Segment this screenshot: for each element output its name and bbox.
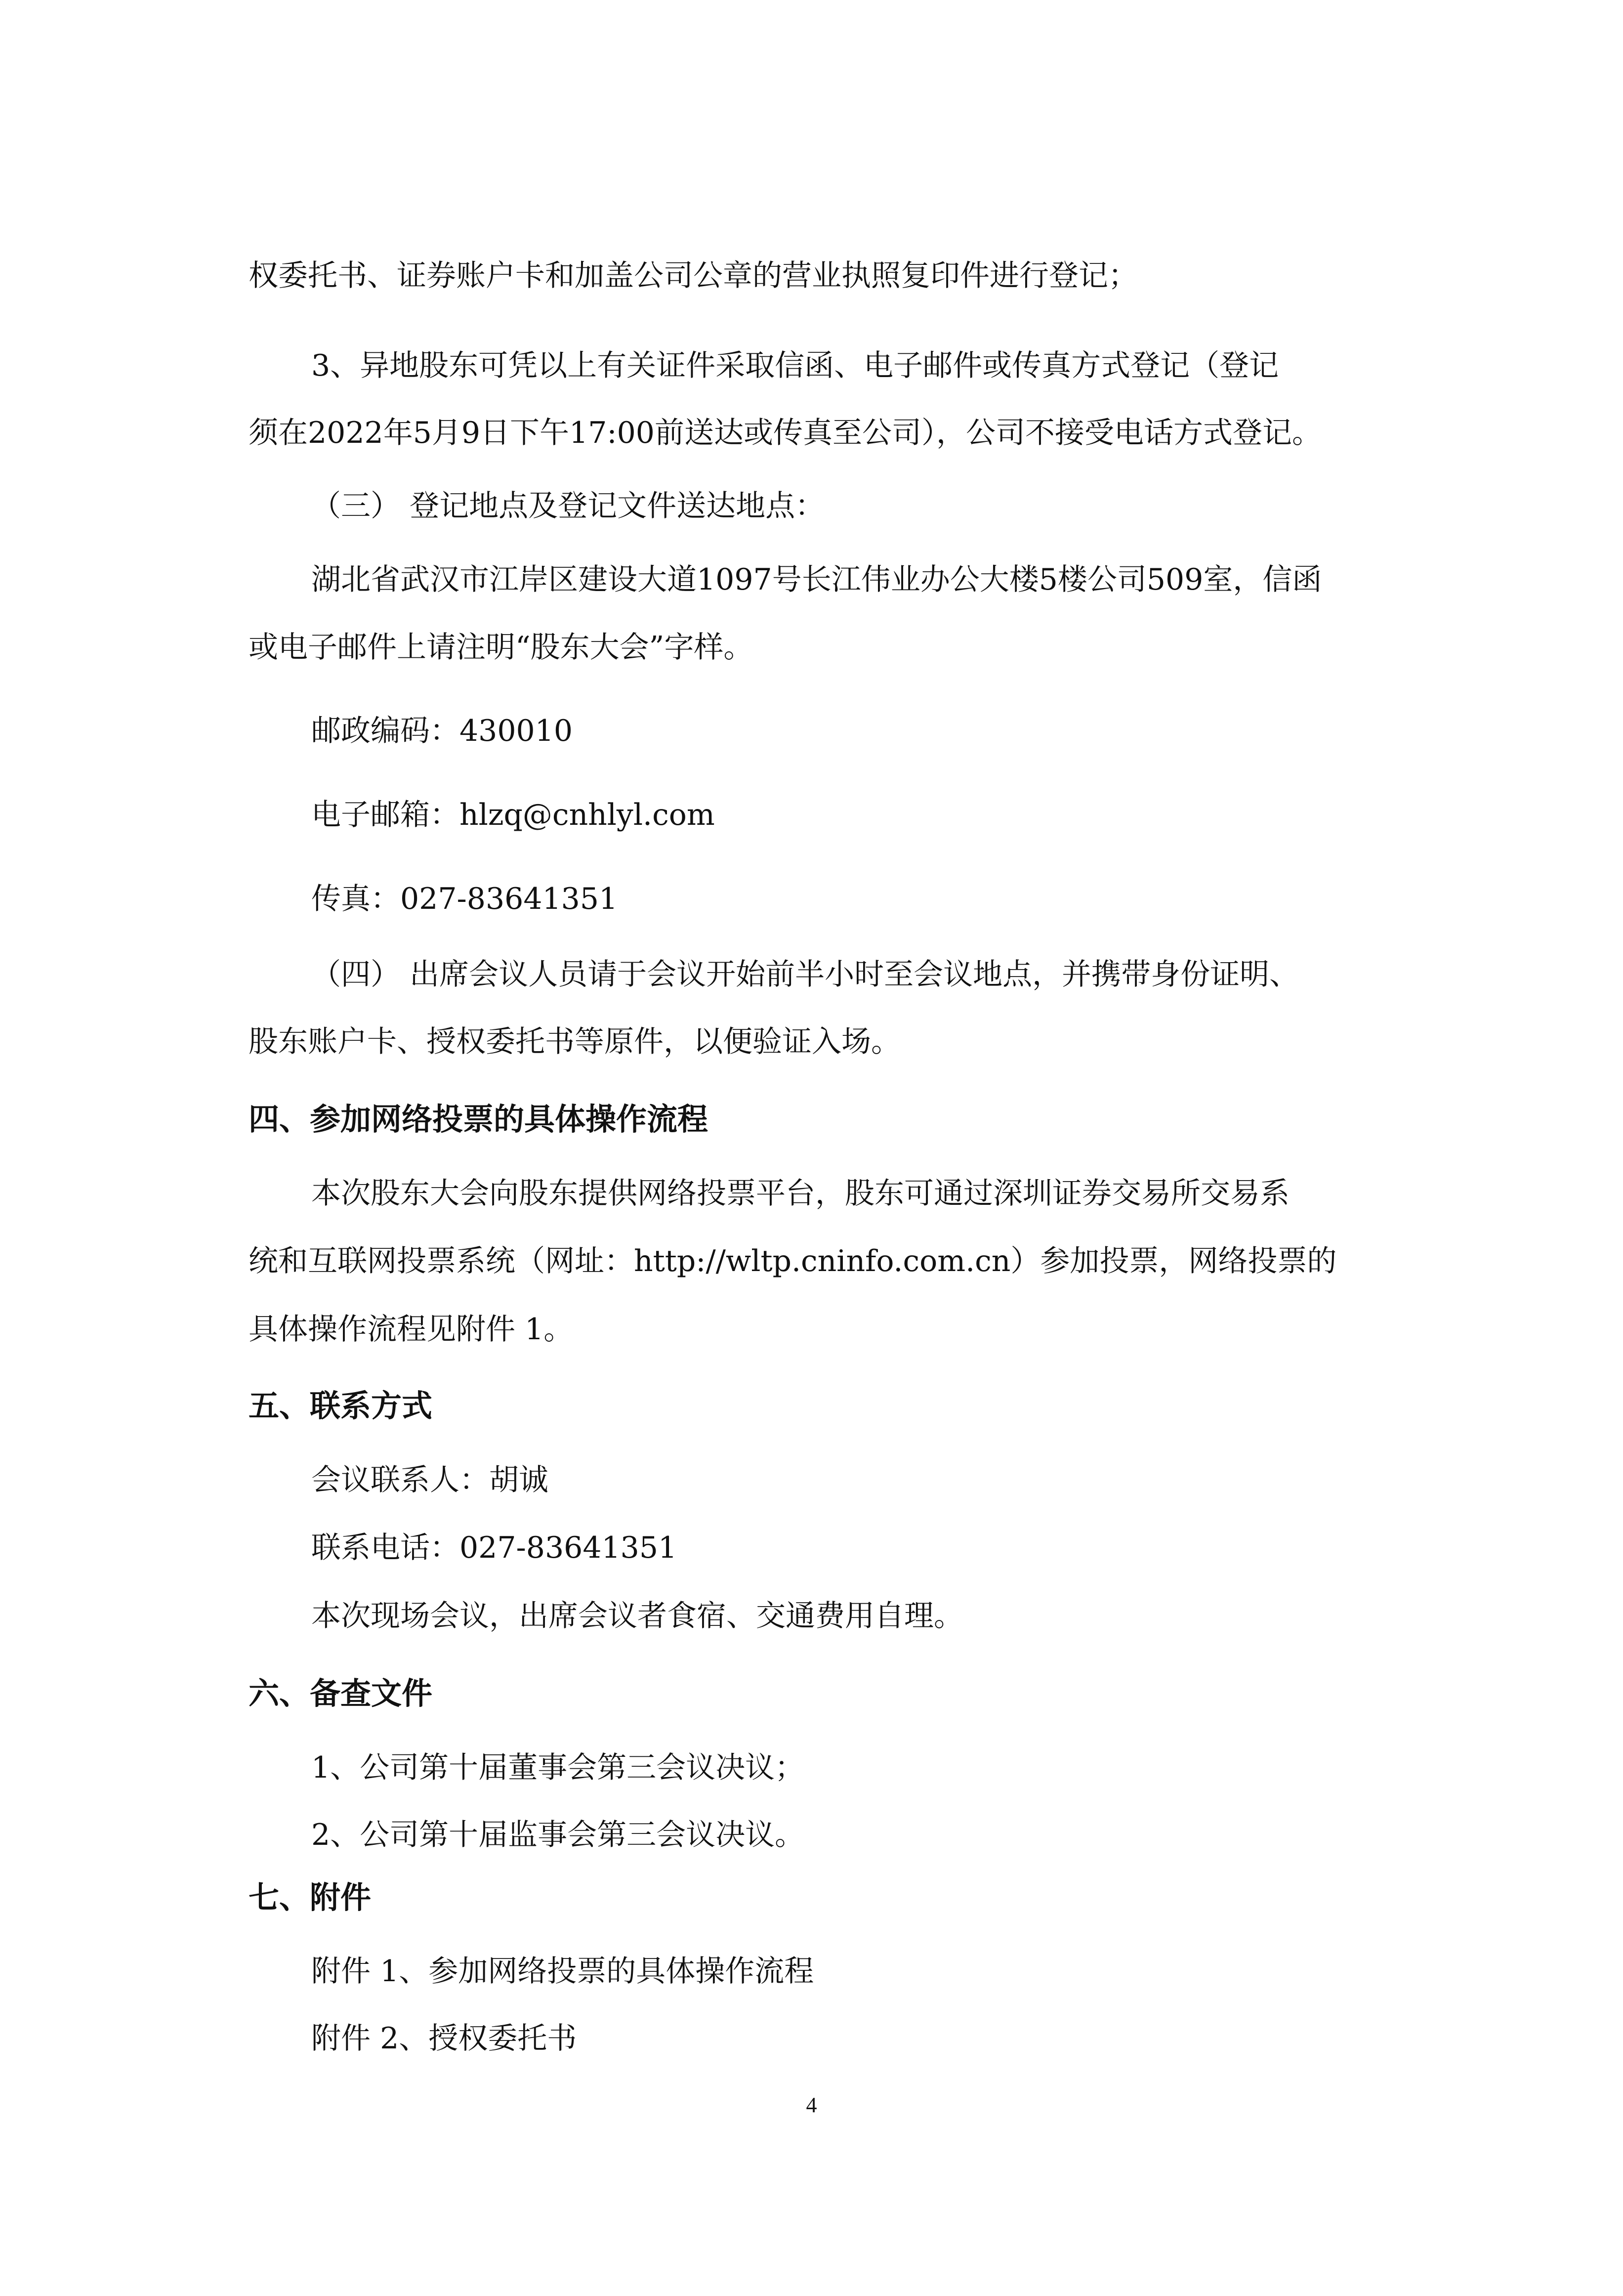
reference-document-2: 2、公司第十届监事会第三会议决议。 bbox=[311, 1818, 805, 1852]
remote-registration-text-1: 3、异地股东可凭以上有关证件采取信函、电子邮件或传真方式登记（登记 bbox=[311, 348, 1279, 383]
expenses-text: 本次现场会议，出席会议者食宿、交通费用自理。 bbox=[311, 1599, 963, 1633]
section-5-heading: 五、联系方式 bbox=[249, 1388, 433, 1424]
section-7-heading: 七、附件 bbox=[249, 1879, 372, 1915]
reference-document-1: 1、公司第十届董事会第三会议决议； bbox=[311, 1750, 805, 1785]
fax-text: 传真：027-83641351 bbox=[311, 882, 618, 916]
section-4-text-3: 具体操作流程见附件 1。 bbox=[249, 1312, 574, 1347]
address-text-2: 或电子邮件上请注明“股东大会”字样。 bbox=[249, 630, 753, 665]
section-4-text-2: 统和互联网投票系统（网址：http://wltp.cninfo.com.cn）参加投票，网络投票的 bbox=[249, 1244, 1337, 1278]
address-text-1: 湖北省武汉市江岸区建设大道1097号长江伟业办公大楼5楼公司509室，信函 bbox=[311, 562, 1322, 597]
remote-registration-text-2: 须在2022年5月9日下午17:00前送达或传真至公司），公司不接受电话方式登记。 bbox=[249, 416, 1322, 450]
contact-phone-text: 联系电话：027-83641351 bbox=[311, 1531, 677, 1565]
attachment-1: 附件 1、参加网络投票的具体操作流程 bbox=[311, 1954, 814, 1989]
email-text: 电子邮箱：hlzq@cnhlyl.com bbox=[311, 798, 715, 832]
section-4-heading: 四、参加网络投票的具体操作流程 bbox=[249, 1101, 708, 1137]
registration-location-heading: （三） 登记地点及登记文件送达地点： bbox=[311, 489, 825, 523]
section-6-heading: 六、备查文件 bbox=[249, 1675, 433, 1711]
section-4-text-1: 本次股东大会向股东提供网络投票平台，股东可通过深圳证券交易所交易系 bbox=[311, 1176, 1290, 1211]
attendance-text-1: （四） 出席会议人员请于会议开始前半小时至会议地点，并携带身份证明、 bbox=[311, 957, 1299, 992]
registration-materials-text: 权委托书、证券账户卡和加盖公司公章的营业执照复印件进行登记； bbox=[249, 258, 1138, 293]
page-number: 4 bbox=[806, 2093, 817, 2117]
postal-code-text: 邮政编码：430010 bbox=[311, 714, 573, 748]
contact-person-text: 会议联系人：胡诚 bbox=[311, 1463, 548, 1497]
attendance-text-2: 股东账户卡、授权委托书等原件，以便验证入场。 bbox=[249, 1024, 901, 1059]
attachment-2: 附件 2、授权委托书 bbox=[311, 2021, 577, 2056]
